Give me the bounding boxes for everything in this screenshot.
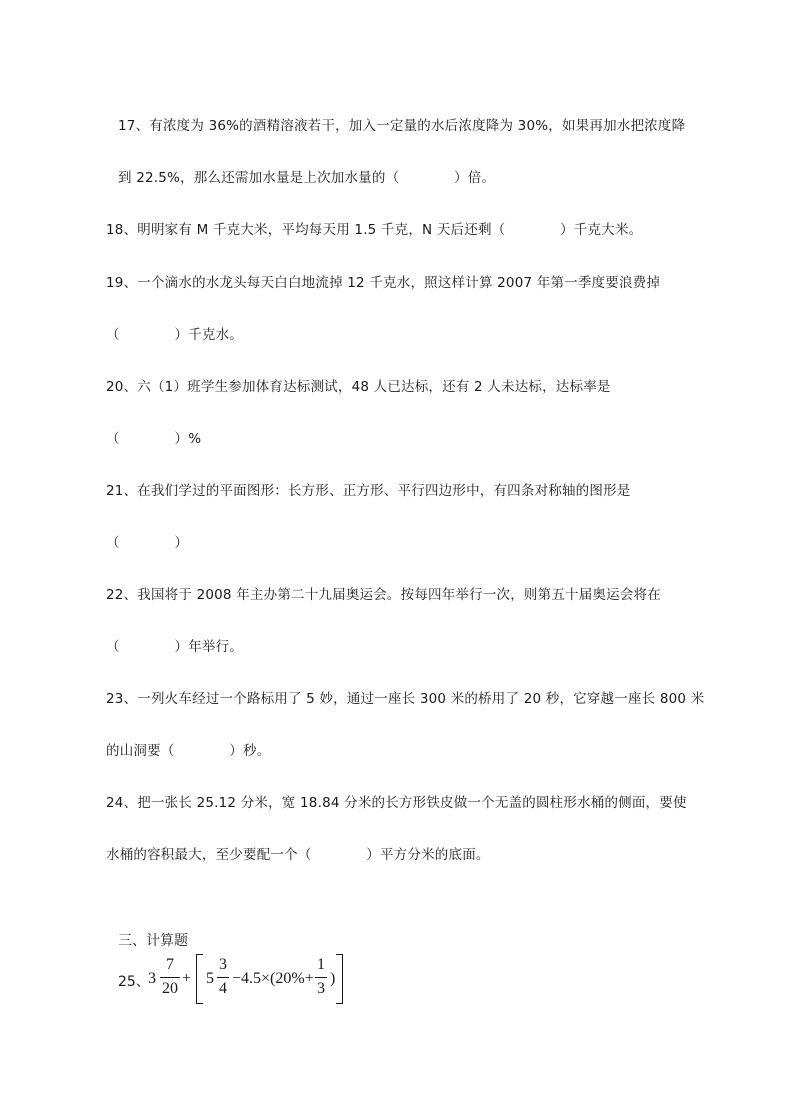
- fraction-a-bar: [160, 977, 180, 978]
- fraction-b-bar: [217, 977, 229, 978]
- formula-number: 25、: [118, 974, 150, 990]
- question-22-line2: （ ）年举行。: [106, 639, 243, 655]
- right-bracket: [336, 954, 343, 1004]
- question-21-line1: 21、在我们学过的平面图形：长方形、正方形、平行四边形中，有四条对称轴的图形是: [106, 483, 631, 499]
- question-20-line2: （ ）%: [106, 431, 202, 447]
- section-title: 三、计算题: [118, 933, 188, 949]
- fraction-b-whole: 5: [206, 970, 214, 987]
- question-23-line1: 23、一列火车经过一个路标用了 5 妙，通过一座长 300 米的桥用了 20 秒，它穿越一座长 800 米: [106, 691, 705, 707]
- question-24-line1: 24、把一张长 25.12 分米，宽 18.84 分米的长方形铁皮做一个无盖的圆柱形水桶的侧面，要使: [106, 795, 687, 811]
- question-17-line1: 17、有浓度为 36%的酒精溶液若干，加入一定量的水后浓度降为 30%，如果再加水把浓度降: [118, 118, 686, 134]
- close-paren: ): [330, 970, 336, 987]
- question-19-line2: （ ）千克水。: [106, 327, 243, 343]
- question-17-line2: 到 22.5%，那么还需加水量是上次加水量的（ ）倍。: [118, 170, 496, 186]
- fraction-c-denominator: 3: [317, 980, 325, 997]
- fraction-a-numerator: 7: [166, 956, 174, 973]
- fraction-c-numerator: 1: [317, 956, 325, 973]
- fraction-b: [217, 948, 229, 1004]
- question-24-line2: 水桶的容积最大，至少要配一个（ ）平方分米的底面。: [106, 847, 490, 863]
- fraction-c: [315, 948, 327, 1004]
- left-bracket: [196, 954, 203, 1004]
- plus-sign: +: [182, 970, 192, 987]
- fraction-c-bar: [315, 977, 327, 978]
- fraction-b-denominator: 4: [219, 980, 227, 997]
- fraction-a-whole: 3: [148, 970, 156, 987]
- question-21-line2: （ ）: [106, 535, 189, 551]
- question-18-line1: 18、明明家有 M 千克大米，平均每天用 1.5 千克，N 天后还剩（ ）千克大米。: [106, 222, 643, 238]
- fraction-a: [160, 948, 180, 1004]
- expression-middle: −4.5×(20%+: [232, 970, 314, 987]
- fraction-b-numerator: 3: [219, 956, 227, 973]
- fraction-a-denominator: 20: [162, 980, 178, 997]
- question-19-line1: 19、一个滴水的水龙头每天白白地流掉 12 千克水，照这样计算 2007 年第一季度要浪费掉: [106, 275, 661, 291]
- question-23-line2: 的山洞要（ ）秒。: [106, 743, 271, 759]
- question-20-line1: 20、六（1）班学生参加体育达标测试，48 人已达标，还有 2 人未达标，达标率是: [106, 379, 611, 395]
- question-22-line1: 22、我国将于 2008 年主办第二十九届奥运会。按每四年举行一次，则第五十届奥运会将在: [106, 587, 661, 603]
